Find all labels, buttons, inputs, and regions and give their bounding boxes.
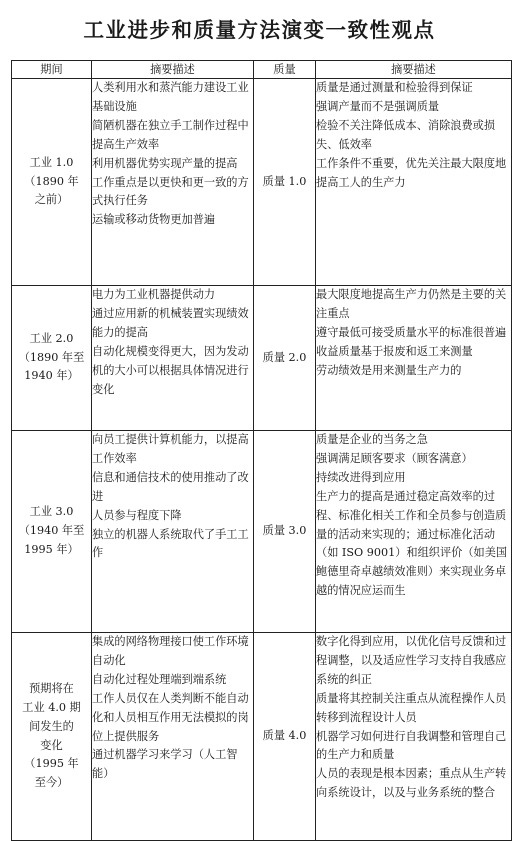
industry-desc-cell: 人类利用水和蒸汽能力建设工业基础设施 简陋机器在独立手工制作过程中提高生产效率 利用机器优势实现产量的提高 工作重点是以更快和更一致的方式执行任务 运输或移动货物更加普遍 [92,79,254,286]
comparison-table [11,60,512,841]
period-cell: 预期将在 工业 4.0 期 间发生的 变化 （1995 年 至今） [12,633,92,841]
quality-cell: 质量 1.0 [254,79,316,286]
industry-desc-cell: 电力为工业机器提供动力 通过应用新的机械装置实现绩效能力的提高 自动化规模变得更大，因为发动机的大小可以根据具体情况进行变化 [92,286,254,431]
cropped-caption-fragment [140,820,400,827]
period-cell: 工业 3.0 （1940 年至 1995 年） [12,431,92,633]
header-quality-desc: 摘要描述 [316,61,512,79]
table-row [12,633,512,841]
header-quality: 质量 [254,61,316,79]
period-cell: 工业 1.0 （1890 年 之前） [12,79,92,286]
quality-cell: 质量 2.0 [254,286,316,431]
industry-desc-cell: 集成的网络物理接口使工作环境自动化 自动化过程处理端到端系统 工作人员仅在人类判断不能自动化和人员相互作用无法模拟的岗位上提供服务 通过机器学习来学习（人工智能） [92,633,254,841]
quality-desc-cell: 质量是通过测量和检验得到保证 强调产量而不是强调质量 检验不关注降低成本、消除浪费或损失、低效率 工作条件不重要，优先关注最大限度地提高工人的生产力 [316,79,512,286]
period-cell: 工业 2.0 （1890 年至 1940 年） [12,286,92,431]
table-row [12,286,512,431]
quality-desc-cell: 数字化得到应用，以优化信号反馈和过程调整，以及适应性学习支持自我感应系统的纠正 质量将其控制关注重点从流程操作人员转移到流程设计人员 机器学习如何进行自我调整和管理自己的生产力和质量 人员的表现是根本因素；重点从生产转向系统设计，以及与业务系统的整合 [316,633,512,841]
page-title: 工业进步和质量方法演变一致性观点 [83,18,436,42]
quality-cell: 质量 4.0 [254,633,316,841]
header-industry-desc: 摘要描述 [92,61,254,79]
header-period: 期间 [12,61,92,79]
table-header-row [12,61,512,79]
table-row [12,79,512,286]
quality-desc-cell: 最大限度地提高生产力仍然是主要的关注重点 遵守最低可接受质量水平的标准很普遍 收益质量基于报废和返工来测量 劳动绩效是用来测量生产力的 [316,286,512,431]
table-row [12,431,512,633]
quality-desc-cell: 质量是企业的当务之急 强调满足顾客要求（顾客满意） 持续改进得到应用 生产力的提高是通过稳定高效率的过程、标准化相关工作和全员参与创造质量的活动来实现的；通过标准化活动（如 ISO 9001）和组织评价（如美国鲍德里奇卓越绩效准则）来实现业务卓越的情况应运而生 [316,431,512,633]
quality-cell: 质量 3.0 [254,431,316,633]
industry-desc-cell: 向员工提供计算机能力，以提高工作效率 信息和通信技术的使用推动了改进 人员参与程度下降 独立的机器人系统取代了手工工作 [92,431,254,633]
